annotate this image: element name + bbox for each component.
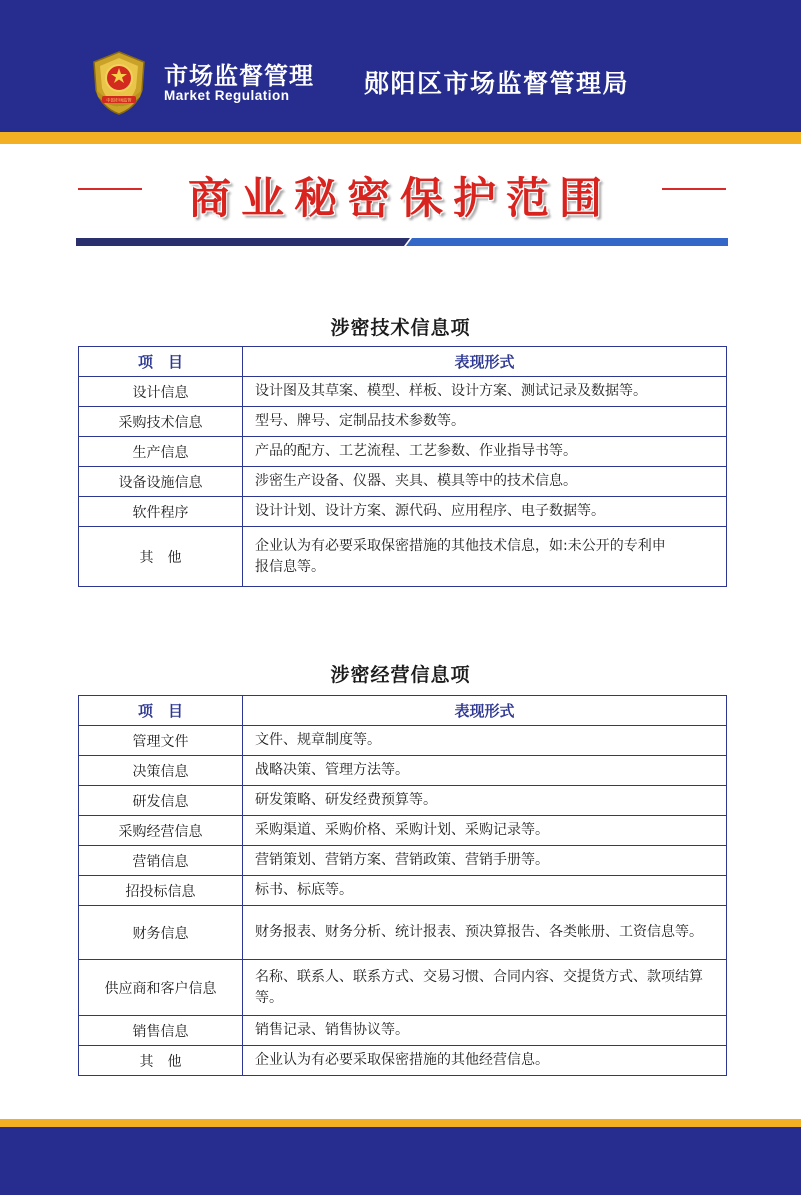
row-form: 采购渠道、采购价格、采购计划、采购记录等。 [243, 816, 727, 846]
table-row [79, 726, 727, 756]
tech-section-heading: 涉密技术信息项 [330, 317, 471, 339]
table-row [79, 756, 727, 786]
table-row [79, 377, 727, 407]
table-row [79, 1046, 727, 1076]
market-regulation-emblem-icon [88, 50, 150, 116]
row-item: 销售信息 [79, 1016, 243, 1046]
title-right-line [662, 188, 726, 190]
row-item: 其 他 [79, 527, 243, 587]
table-row [79, 786, 727, 816]
row-form: 营销策划、营销方案、营销政策、营销手册等。 [243, 846, 727, 876]
row-item: 采购经营信息 [79, 816, 243, 846]
header-gold-stripe [0, 132, 801, 144]
row-item: 研发信息 [79, 786, 243, 816]
emblem-ribbon-text: 中国市场监管 [106, 97, 132, 103]
row-item: 管理文件 [79, 726, 243, 756]
row-item: 决策信息 [79, 756, 243, 786]
row-item: 生产信息 [79, 437, 243, 467]
brand-name-cn: 市场监督管理 [164, 62, 314, 90]
row-form: 销售记录、销售协议等。 [243, 1016, 727, 1046]
row-item: 营销信息 [79, 846, 243, 876]
table-row [79, 497, 727, 527]
footer-banner [0, 1127, 801, 1195]
row-form: 标书、标底等。 [243, 876, 727, 906]
title-left-line [78, 188, 142, 190]
table-row [79, 407, 727, 437]
row-form: 文件、规章制度等。 [243, 726, 727, 756]
row-form: 设计计划、设计方案、源代码、应用程序、电子数据等。 [243, 497, 727, 527]
header-banner [0, 0, 801, 132]
table-header-row [79, 696, 727, 726]
row-item: 其 他 [79, 1046, 243, 1076]
biz-section-heading: 涉密经营信息项 [330, 664, 471, 686]
row-form: 设计图及其草案、模型、样板、设计方案、测试记录及数据等。 [243, 377, 727, 407]
biz-info-table [78, 695, 727, 1076]
row-item: 设计信息 [79, 377, 243, 407]
tech-info-table [78, 346, 727, 587]
row-item: 软件程序 [79, 497, 243, 527]
row-form: 企业认为有必要采取保密措施的其他技术信息，如:未公开的专利申报信息等。 [243, 527, 727, 587]
column-header-item: 项 目 [79, 347, 243, 377]
title-underbar [76, 238, 728, 246]
row-form: 涉密生产设备、仪器、夹具、模具等中的技术信息。 [243, 467, 727, 497]
table-row [79, 906, 727, 960]
row-form: 企业认为有必要采取保密措施的其他经营信息。 [243, 1046, 727, 1076]
row-form: 财务报表、财务分析、统计报表、预决算报告、各类帐册、工资信息等。 [243, 906, 727, 960]
column-header-form: 表现形式 [243, 696, 727, 726]
table-row [79, 876, 727, 906]
table-row [79, 467, 727, 497]
row-item: 设备设施信息 [79, 467, 243, 497]
row-item: 招投标信息 [79, 876, 243, 906]
row-form: 产品的配方、工艺流程、工艺参数、作业指导书等。 [243, 437, 727, 467]
footer-gold-stripe [0, 1119, 801, 1127]
table-header-row [79, 347, 727, 377]
row-form: 研发策略、研发经费预算等。 [243, 786, 727, 816]
brand-name-en: Market Regulation [164, 88, 290, 103]
row-form: 名称、联系人、联系方式、交易习惯、合同内容、交提货方式、款项结算等。 [243, 960, 727, 1016]
table-row [79, 816, 727, 846]
row-item: 财务信息 [79, 906, 243, 960]
row-item: 采购技术信息 [79, 407, 243, 437]
column-header-item: 项 目 [79, 696, 243, 726]
row-item: 供应商和客户信息 [79, 960, 243, 1016]
table-row [79, 1016, 727, 1046]
row-form: 战略决策、管理方法等。 [243, 756, 727, 786]
table-row [79, 846, 727, 876]
page-title: 商业秘密保护范围 [188, 174, 612, 224]
column-header-form: 表现形式 [243, 347, 727, 377]
table-row [79, 527, 727, 587]
table-row [79, 437, 727, 467]
agency-name: 郧阳区市场监督管理局 [364, 69, 630, 98]
row-form: 型号、牌号、定制品技术参数等。 [243, 407, 727, 437]
table-row [79, 960, 727, 1016]
